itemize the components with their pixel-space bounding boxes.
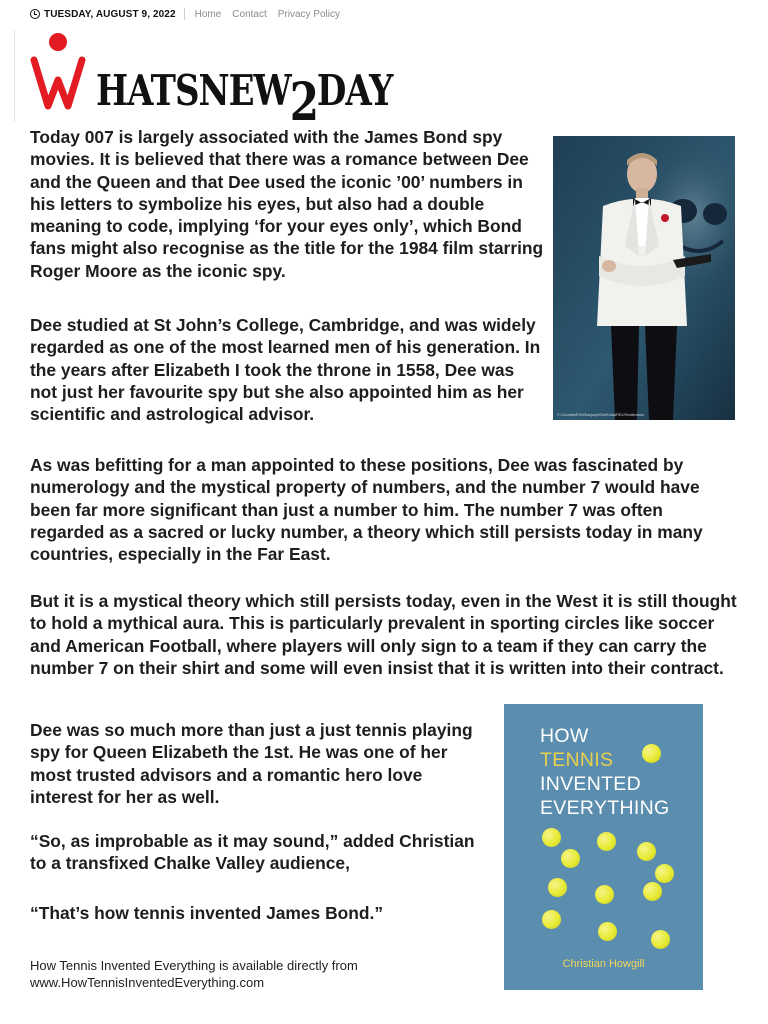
article-paragraph-2: Dee studied at St John’s College, Cambridge, and was widely regarded as one of the most learned men of his generation. In the years after Elizabeth I took the throne in 1558, Dee was not just her favourite spy but she also appointed him as her scientific and astrological advisor. (30, 315, 541, 425)
book-author: Christian Howgill (562, 958, 645, 970)
footer-availability (30, 957, 358, 991)
article-paragraph-6: “So, as improbable as it may sound,” added Christian to a transfixed Chalke Valley audience, (30, 831, 475, 874)
book-title (540, 724, 669, 820)
tennis-ball-icon (655, 864, 674, 883)
article-paragraph-7: “That’s how tennis invented James Bond.” (30, 903, 384, 923)
tennis-ball-icon (542, 910, 561, 929)
article-paragraph-5: Dee was so much more than just a just tennis playing spy for Queen Elizabeth the 1st. He was one of her most trusted advisors and a romantic hero love interest for her as well. (30, 720, 473, 807)
nav-link-contact[interactable]: Contact (232, 8, 267, 20)
left-edge-rule (14, 30, 15, 122)
article-paragraph-4: But it is a mystical theory which still persists today, even in the West it is still thought to hold a mythical aura. This is particularly prevalent in sporting circles like soccer and American Football, where players will only sign to a team if they can carry the number 7 on their shirt and some will even insist that it is written into their contract. (30, 591, 737, 678)
top-bar (30, 6, 340, 22)
article-paragraph-1: Today 007 is largely associated with the James Bond spy movies. It is believed that there was a romance between Dee and the Queen and that Dee used the iconic ’00’ numbers in his letters to symbolize his eyes, but also had a double meaning to code, implying ‘for your eyes only’, which Bond fans might also recognise as the title for the 1984 film starring Roger Moore as the iconic spy. (30, 127, 544, 281)
tennis-ball-icon (548, 878, 567, 897)
svg-text:© Columbia/EON/Danjaq/MGM/Koba: © Columbia/EON/Danjaq/MGM/Kobal/REX/Shutterstock (557, 413, 645, 417)
footer-website-link[interactable]: www.HowTennisInventedEverything.com (30, 975, 265, 990)
footer-line-1: How Tennis Invented Everything is available directly from (30, 958, 358, 973)
tennis-ball-icon (651, 930, 670, 949)
clock-icon (30, 9, 40, 19)
tennis-ball-icon (637, 842, 656, 861)
top-nav (195, 9, 340, 20)
tennis-ball-icon (598, 922, 617, 941)
date-text: TUESDAY, AUGUST 9, 2022 (44, 8, 176, 20)
logo-text-end: DAY (316, 66, 393, 116)
logo-text-main: HATSNEW (96, 66, 291, 116)
book-title-tennis: TENNIS (540, 749, 614, 771)
book-title-invented: INVENTED (540, 773, 641, 795)
book-cover-image[interactable] (504, 704, 703, 990)
tennis-ball-icon (561, 849, 580, 868)
date-display (30, 9, 176, 20)
logo-wordmark (96, 56, 393, 133)
tennis-ball-icon (542, 828, 561, 847)
tennis-ball-icon (595, 885, 614, 904)
divider (184, 8, 185, 20)
book-title-how: HOW (540, 725, 589, 747)
article-paragraph-3: As was befitting for a man appointed to these positions, Dee was fascinated by numerology and the mystical property of numbers, and the number 7 would have been far more significant than just a number to him. The number 7 was often regarded as a sacred or lucky number, a theory which still persists today in many countries, especially in the Far East. (30, 455, 703, 565)
book-title-everything: EVERYTHING (540, 797, 670, 819)
james-bond-poster-image (553, 136, 735, 420)
tennis-ball-icon (642, 744, 661, 763)
tennis-ball-icon (643, 882, 662, 901)
tennis-ball-icon (597, 832, 616, 851)
site-logo[interactable] (30, 30, 393, 133)
nav-link-home[interactable]: Home (194, 8, 222, 20)
logo-text-two: 2 (289, 71, 318, 133)
nav-link-privacy-policy[interactable]: Privacy Policy (277, 8, 341, 20)
